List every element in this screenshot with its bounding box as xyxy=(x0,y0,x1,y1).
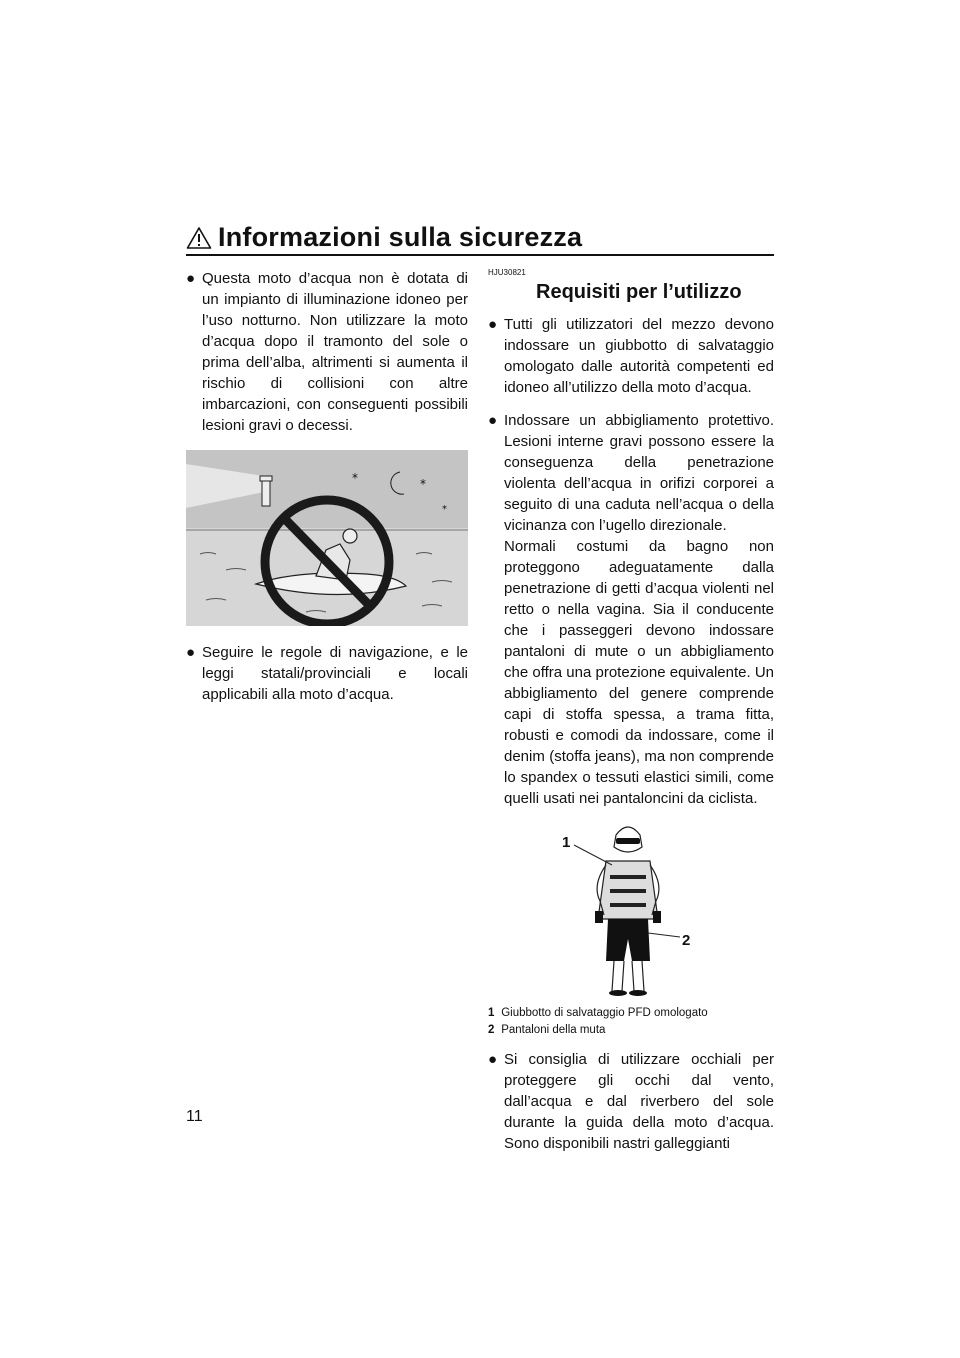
svg-text:*: * xyxy=(352,471,358,485)
callout-2: 2 xyxy=(682,932,691,949)
bullet-text: Si consiglia di utilizzare occhiali per proteggere gli occhi dal vento, dall’acqua e dal riverbero del sole durante la guida della moto d’acqua. Sono disponibili nastri galleggianti xyxy=(504,1051,774,1152)
protective-clothing-illustration xyxy=(488,821,774,1001)
bullet-text: Seguire le regole di navigazione, e le leggi statali/provinciali e locali applicabili alla moto d’acqua. xyxy=(202,644,468,703)
figure-caption xyxy=(488,1005,774,1039)
page-header xyxy=(186,224,774,258)
bullet-dot-icon: ● xyxy=(488,316,498,333)
bullet-dot-icon: ● xyxy=(488,412,498,429)
bullet-item xyxy=(186,642,468,705)
section-code: HJU30821 xyxy=(488,268,526,277)
page-number: 11 xyxy=(186,1108,203,1125)
bullet-item xyxy=(186,268,468,436)
warning-triangle-icon xyxy=(186,226,212,250)
bullet-item xyxy=(488,314,774,398)
svg-text:*: * xyxy=(420,477,426,491)
caption-line: 1 Giubbotto di salvataggio PFD omologato xyxy=(488,1007,708,1019)
left-column xyxy=(186,268,468,717)
bullet-item xyxy=(488,1049,774,1154)
bullet-dot-icon: ● xyxy=(488,1051,498,1068)
bullet-text-continued: Normali costumi da bagno non proteggono adeguatamente dalla penetrazione di getti d’acqua violenti nel retto o nella vagina. Sia il conducente che i passeggeri devono indossare pantaloni di mute o un abbigliamento che offra una protezione equivalente. Un abbigliamento del genere comprende capi di stoffa spessa, a trama fitta, robusti e comodi da indossare, come il denim (stoffa jeans), ma non comprende lo spandex o tessuti elastici simili, come quelli usati nei pantaloncini da ciclista. xyxy=(504,538,774,807)
night-riding-prohibited-illustration xyxy=(186,450,468,626)
callout-1: 1 xyxy=(562,834,571,851)
bullet-text: Tutti gli utilizzatori del mezzo devono indossare un giubbotto di salvataggio omologato dalle autorità competenti ed idoneo all’utilizzo della moto d’acqua. xyxy=(504,316,774,396)
bullet-item xyxy=(488,410,774,809)
header-rule xyxy=(186,254,774,256)
right-column xyxy=(488,268,774,1166)
bullet-text: Indossare un abbigliamento protettivo. Lesioni interne gravi possono essere la conseguenza della penetrazione violenta dell’acqua in orifizi corporei a seguito di una caduta nell’acqua o della vicinanza con l’ugello direzionale. xyxy=(504,412,774,534)
page-title: Informazioni sulla sicurezza xyxy=(218,222,583,252)
bullet-text: Questa moto d’acqua non è dotata di un impianto di illuminazione idoneo per l’uso notturno. Non utilizzare la moto d’acqua dopo il tramonto del sole o prima dell’alba, altrimenti si aumenta il rischio di collisioni con altre imbarcazioni, con conseguenti possibili lesioni gravi o decessi. xyxy=(202,270,468,434)
bullet-dot-icon: ● xyxy=(186,270,196,287)
svg-text:*: * xyxy=(442,504,447,515)
bullet-dot-icon: ● xyxy=(186,644,196,661)
caption-line: 2 Pantaloni della muta xyxy=(488,1024,606,1036)
section-title: Requisiti per l’utilizzo xyxy=(536,281,742,303)
